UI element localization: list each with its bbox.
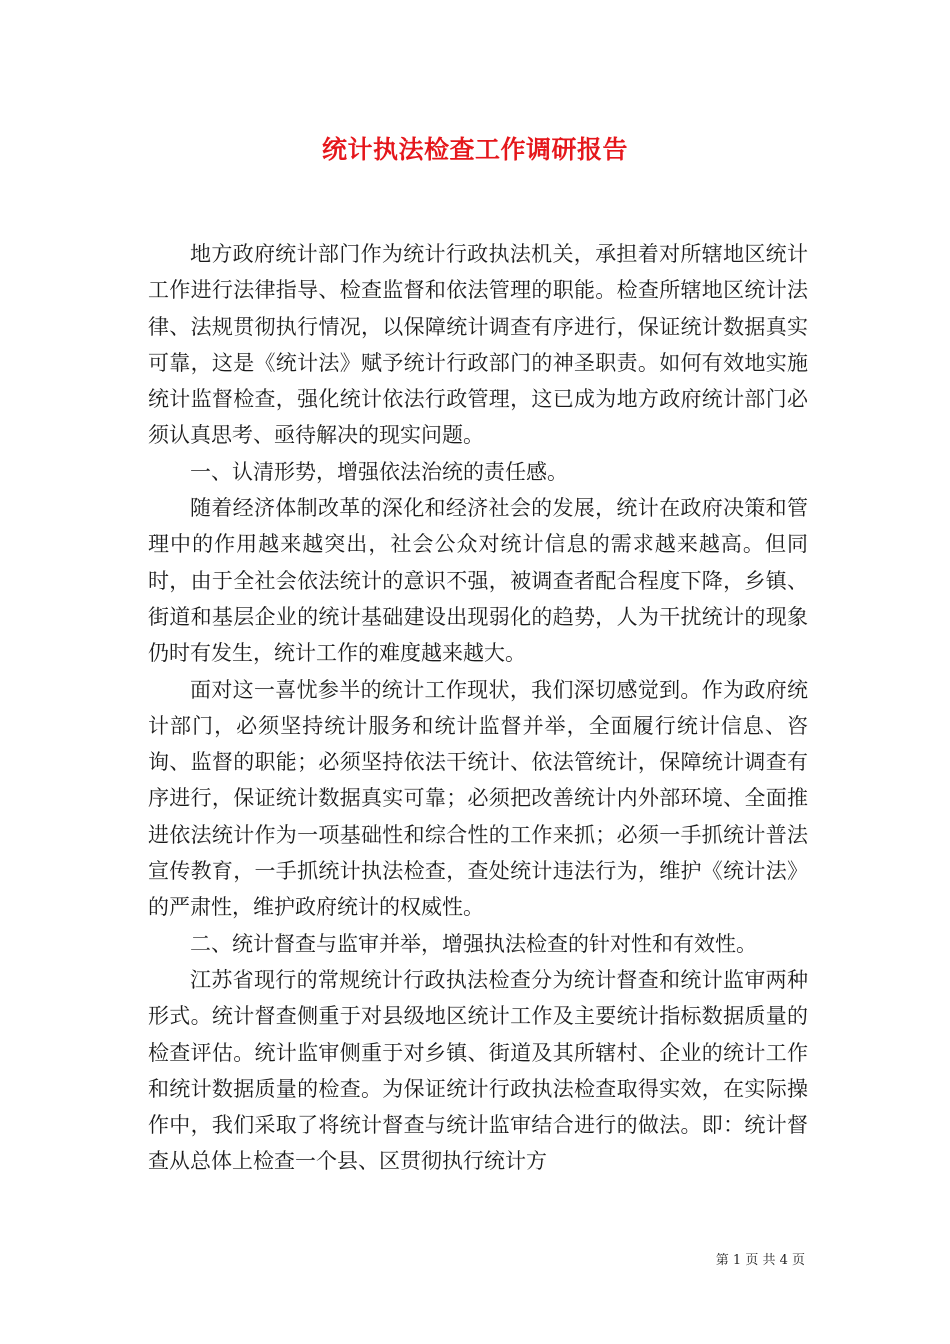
- document-title: 统计执法检查工作调研报告: [321, 135, 628, 164]
- paragraph-intro: 地方政府统计部门作为统计行政执法机关，承担着对所辖地区统计工作进行法律指导、检查监督和依法管理的职能。检查所辖地区统计法律、法规贯彻执行情况，以保障统计调查有序进行，保证统计数据真实可靠，这是《统计法》赋予统计行政部门的神圣职责。如何有效地实施统计监督检查，强化统计依法行政管理，这已成为地方政府统计部门必须认真思考、亟待解决的现实问题。: [148, 242, 808, 448]
- section-heading-2: 二、统计督查与监审并举，增强执法检查的针对性和有效性。: [190, 931, 757, 956]
- page-number: 第 1 页 共 4 页: [715, 1253, 805, 1268]
- paragraph-situation: 随着经济体制改革的深化和经济社会的发展，统计在政府决策和管理中的作用越来越突出，社会公众对统计信息的需求越来越高。但同时，由于全社会依法统计的意识不强，被调查者配合程度下降，乡镇、街道和基层企业的统计基础建设出现弱化的趋势，人为干扰统计的现象仍时有发生，统计工作的难度越来越大。: [148, 496, 808, 666]
- paragraph-jiangsu: 江苏省现行的常规统计行政执法检查分为统计督查和统计监审两种形式。统计督查侧重于对县级地区统计工作及主要统计指标数据质量的检查评估。统计监审侧重于对乡镇、街道及其所辖村、企业的统计工作和统计数据质量的检查。为保证统计行政执法检查取得实效，在实际操作中，我们采取了将统计督查与统计监审结合进行的做法。即：统计督查从总体上检查一个县、区贯彻执行统计方: [148, 967, 808, 1174]
- paragraph-response: 面对这一喜忧参半的统计工作现状，我们深切感觉到。作为政府统计部门，必须坚持统计服务和统计监督并举，全面履行统计信息、咨询、监督的职能；必须坚持依法干统计、依法管统计，保障统计调查有序进行，保证统计数据真实可靠；必须把改善统计内外部环境、全面推进依法统计作为一项基础性和综合性的工作来抓；必须一手抓统计普法宣传教育，一手抓统计执法检查，查处统计违法行为，维护《统计法》的严肃性，维护政府统计的权威性。: [148, 677, 808, 920]
- section-heading-1: 一、认清形势，增强依法治统的责任感。: [190, 459, 568, 484]
- document-body: [148, 236, 808, 1180]
